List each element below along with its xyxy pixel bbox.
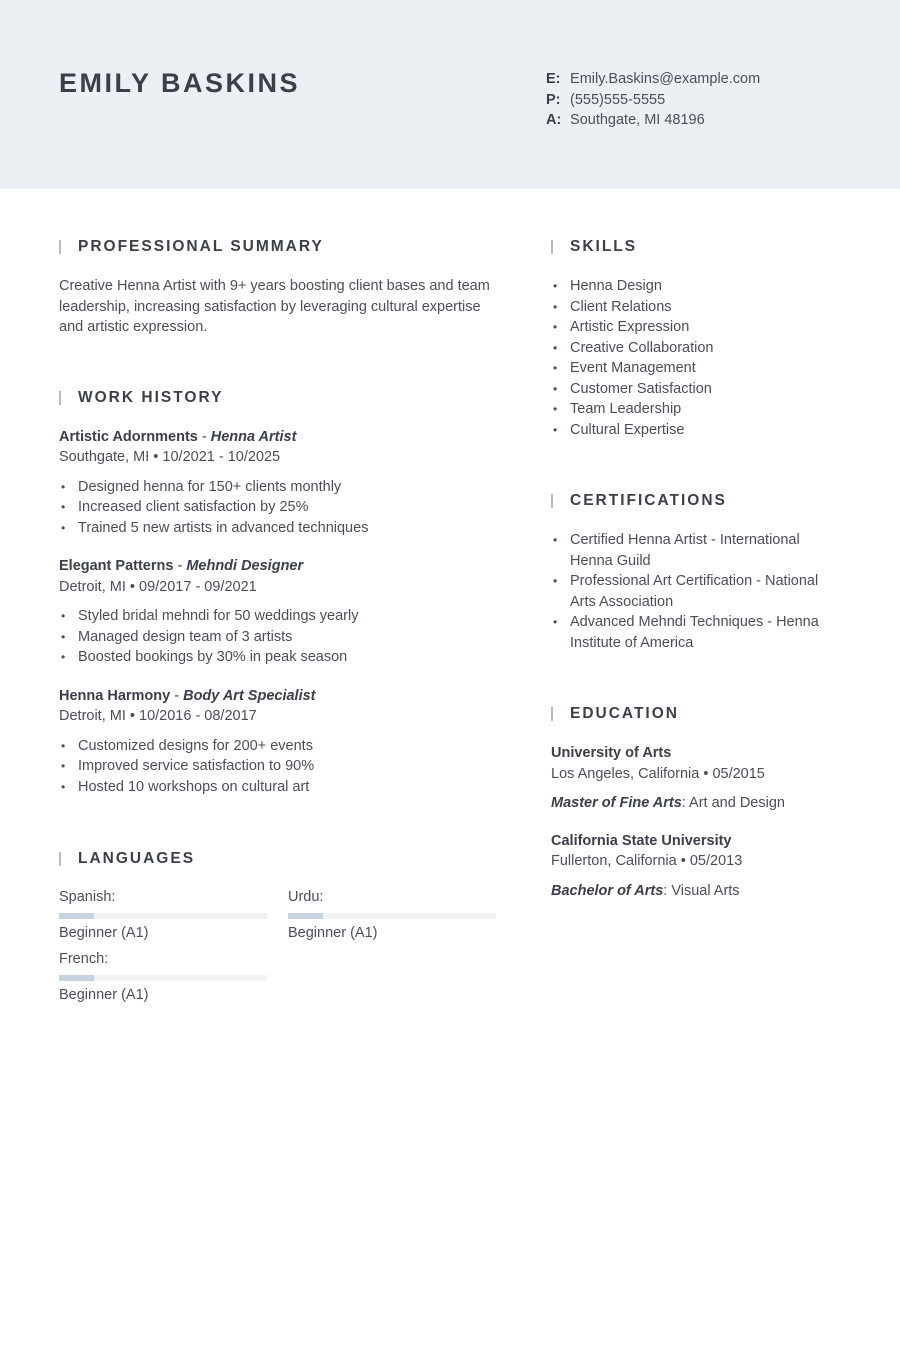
school-meta: Los Angeles, California • 05/2015 [551, 765, 765, 782]
heading-bar [551, 494, 553, 508]
degree-field: : Art and Design [681, 795, 785, 811]
list-item: • Cultural Expertise [551, 420, 841, 441]
job-entry [59, 556, 499, 668]
languages-heading [59, 849, 499, 869]
language-name: Urdu: [288, 889, 324, 905]
work-heading [59, 388, 499, 408]
job-employer: Elegant Patterns [59, 558, 174, 574]
heading-bar [59, 391, 61, 405]
proficiency-bar [59, 913, 267, 919]
contact-address-value: Southgate, MI 48196 [570, 112, 705, 128]
certifications-heading-text: CERTIFICATIONS [570, 492, 727, 509]
heading-bar [59, 240, 61, 254]
certifications-section [551, 491, 841, 653]
skills-heading-text: SKILLS [570, 238, 638, 255]
job-entry [59, 427, 499, 539]
list-item: • Team Leadership [551, 399, 841, 420]
job-meta: Detroit, MI • 09/2017 - 09/2021 [59, 578, 257, 595]
summary-text: Creative Henna Artist with 9+ years boosting client bases and team leadership, increasing satisfaction by leveraging cultural expertise and artistic expression. [59, 278, 490, 335]
education-entry [551, 743, 841, 814]
job-separator: - [197, 428, 211, 445]
proficiency-fill [288, 913, 323, 919]
contact-phone-label: P: [546, 91, 561, 108]
job-bullets [59, 606, 499, 668]
language-name: French: [59, 951, 109, 967]
candidate-name: EMILY BASKINS [59, 68, 301, 98]
language-item [288, 887, 496, 943]
list-item: • Artistic Expression [551, 317, 841, 338]
contact-address [546, 110, 760, 131]
heading-bar [551, 240, 553, 254]
language-item [59, 887, 267, 943]
list-item: • Event Management [551, 358, 841, 379]
contact-info [546, 69, 760, 131]
contact-phone-value[interactable]: (555)555-5555 [570, 91, 666, 108]
job-employer: Henna Harmony [59, 687, 171, 704]
language-level: Beginner (A1) [59, 924, 149, 941]
school-name: University of Arts [551, 745, 672, 761]
list-item: • Hosted 10 workshops on cultural art [59, 777, 499, 798]
contact-address-label: A: [546, 112, 562, 128]
list-item: • Customer Satisfaction [551, 379, 841, 400]
summary-heading [59, 237, 499, 257]
list-item: • Styled bridal mehndi for 50 weddings yearly [59, 606, 499, 627]
job-title [59, 427, 499, 448]
degree-field: : Visual Arts [663, 882, 740, 899]
education-heading-text: EDUCATION [570, 705, 679, 722]
heading-bar [551, 707, 553, 721]
summary-section [59, 237, 499, 338]
language-level: Beginner (A1) [288, 924, 378, 941]
skills-heading [551, 237, 841, 257]
list-item: • Increased client satisfaction by 25% [59, 497, 499, 518]
job-separator: - [173, 558, 187, 574]
education-entry [551, 831, 841, 902]
job-role: Mehndi Designer [186, 558, 304, 574]
list-item: • Trained 5 new artists in advanced techniques [59, 518, 499, 539]
job-meta: Southgate, MI • 10/2021 - 10/2025 [59, 449, 281, 465]
job-separator: - [170, 687, 184, 704]
header-band [0, 0, 900, 189]
proficiency-bar [288, 913, 496, 919]
list-item: • Certified Henna Artist - International Henna Guild [551, 530, 831, 571]
job-bullets [59, 736, 499, 798]
education-section [551, 704, 841, 901]
work-section [59, 388, 499, 798]
list-item: • Professional Art Certification - National Arts Association [551, 571, 831, 612]
skills-list [551, 276, 841, 440]
degree [551, 793, 841, 814]
job-meta: Detroit, MI • 10/2016 - 08/2017 [59, 708, 257, 724]
list-item: • Managed design team of 3 artists [59, 627, 499, 648]
left-column [59, 237, 499, 1037]
job-entry [59, 686, 499, 798]
degree-name: Bachelor of Arts [551, 882, 664, 899]
right-column [551, 237, 841, 901]
job-title [59, 556, 499, 577]
list-item: • Client Relations [551, 297, 841, 318]
job-title [59, 686, 499, 707]
list-item: • Boosted bookings by 30% in peak season [59, 647, 499, 668]
language-level: Beginner (A1) [59, 986, 149, 1003]
school-meta: Fullerton, California • 05/2013 [551, 853, 743, 869]
contact-email-label: E: [546, 71, 561, 87]
languages-grid [59, 887, 499, 1037]
job-role: Henna Artist [210, 428, 297, 445]
contact-email-value[interactable]: Emily.Baskins@example.com [570, 71, 761, 87]
job-bullets [59, 477, 499, 539]
contact-phone [546, 90, 760, 111]
languages-heading-text: LANGUAGES [78, 850, 196, 867]
proficiency-bar [59, 975, 267, 981]
job-role: Body Art Specialist [183, 687, 316, 704]
summary-heading-text: PROFESSIONAL SUMMARY [78, 238, 324, 255]
language-name: Spanish: [59, 889, 116, 905]
degree [551, 881, 841, 902]
certifications-heading [551, 491, 841, 511]
languages-section [59, 849, 499, 1037]
work-heading-text: WORK HISTORY [78, 388, 224, 406]
education-heading [551, 704, 841, 724]
proficiency-fill [59, 913, 94, 919]
list-item: • Improved service satisfaction to 90% [59, 756, 499, 777]
school-name: California State University [551, 832, 732, 849]
list-item: • Henna Design [551, 276, 841, 297]
certifications-list [551, 530, 831, 653]
list-item: • Designed henna for 150+ clients monthly [59, 477, 499, 498]
list-item: • Customized designs for 200+ events [59, 736, 499, 757]
heading-bar [59, 852, 61, 866]
degree-name: Master of Fine Arts [551, 795, 682, 811]
skills-section [551, 237, 841, 440]
language-item [59, 949, 267, 1005]
list-item: • Creative Collaboration [551, 338, 841, 359]
list-item: • Advanced Mehndi Techniques - Henna Institute of America [551, 612, 831, 653]
proficiency-fill [59, 975, 94, 981]
contact-email [546, 69, 760, 90]
job-employer: Artistic Adornments [59, 428, 198, 445]
